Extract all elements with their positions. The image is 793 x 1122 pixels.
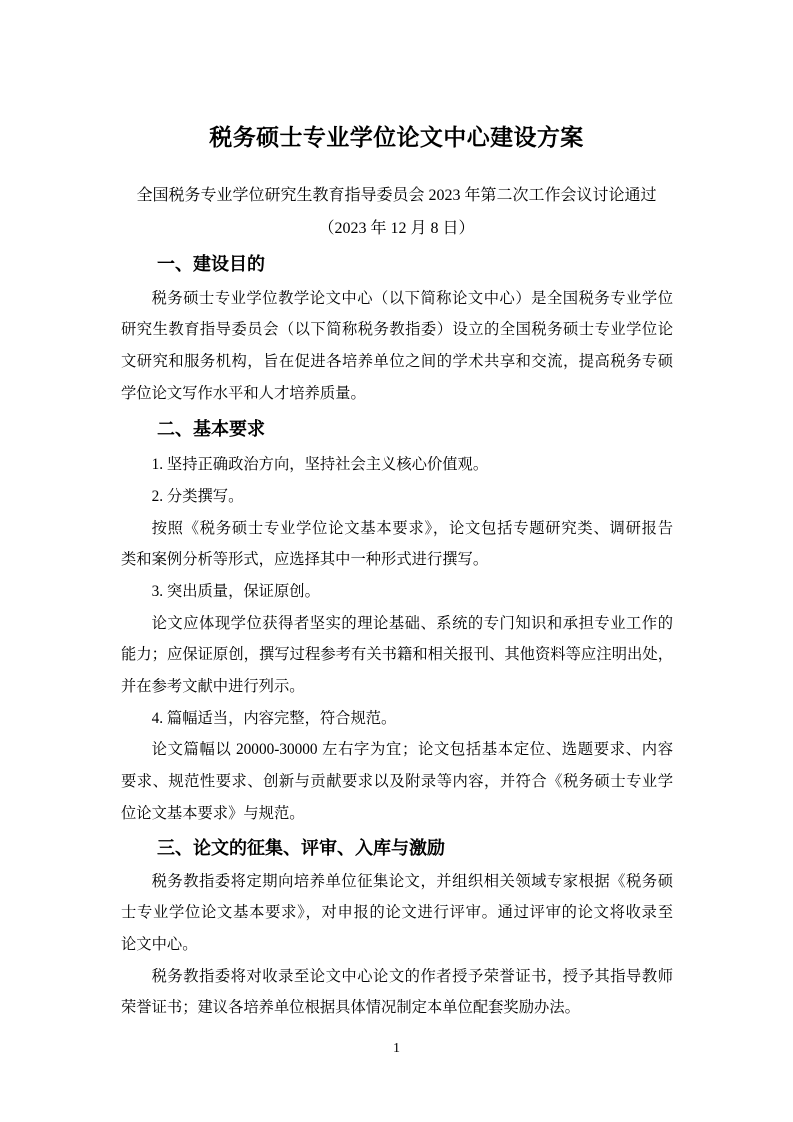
approval-note: 全国税务专业学位研究生教育指导委员会 2023 年第二次工作会议讨论通过 <box>136 186 657 204</box>
paragraph-line: 能力；应保证原创，撰写过程参考有关书籍和相关报刊、其他资料等应注明出处， <box>121 646 673 664</box>
paragraph <box>121 703 673 735</box>
paragraph <box>121 283 673 410</box>
paragraph-line: 1. 坚持正确政治方向，坚持社会主义核心价值观。 <box>151 456 489 474</box>
paragraph <box>121 734 673 829</box>
paragraph-line: 学位论文写作水平和人才培养质量。 <box>121 384 366 402</box>
paragraph-line: 税务硕士专业学位教学论文中心（以下简称论文中心）是全国税务专业学位 <box>151 289 673 307</box>
paragraph-line: 位论文基本要求》与规范。 <box>121 804 305 822</box>
section-heading-requirements: 二、基本要求 <box>157 419 265 440</box>
paragraph <box>121 481 673 513</box>
section-heading-collection: 三、论文的征集、评审、入库与激励 <box>157 837 445 858</box>
paragraph-line: 4. 篇幅适当，内容完整，符合规范。 <box>151 709 397 727</box>
page-number: 1 <box>393 1040 400 1056</box>
paragraph-line: 税务教指委将定期向培养单位征集论文，并组织相关领域专家根据《税务硕 <box>151 872 673 890</box>
document-body <box>121 245 673 1024</box>
paragraph <box>121 608 673 703</box>
paragraph <box>121 449 673 481</box>
paragraph-line: 类和案例分析等形式，应选择其中一种形式进行撰写。 <box>121 551 489 569</box>
paragraph-line: 文研究和服务机构，旨在促进各培养单位之间的学术共享和交流，提高税务专硕 <box>121 352 673 370</box>
paragraph-line: 3. 突出质量，保证原创。 <box>151 583 320 600</box>
paragraph-line: 论文中心。 <box>121 935 198 953</box>
paragraph-line: 研究生教育指导委员会（以下简称税务教指委）设立的全国税务硕士专业学位论 <box>121 321 673 339</box>
paragraph-line: 要求、规范性要求、创新与贡献要求以及附录等内容，并符合《税务硕士专业学 <box>121 773 673 791</box>
section-heading-purpose: 一、建设目的 <box>157 253 265 274</box>
paragraph-line: 按照《税务硕士专业学位论文基本要求》，论文包括专题研究类、调研报告 <box>151 519 673 537</box>
paragraph-line: 荣誉证书；建议各培养单位根据具体情况制定本单位配套奖励办法。 <box>121 999 580 1017</box>
paragraph <box>121 513 673 576</box>
paragraph <box>121 576 673 608</box>
paragraph-line: 士专业学位论文基本要求》，对申报的论文进行评审。通过评审的论文将收录至 <box>121 904 673 922</box>
document-title: 税务硕士专业学位论文中心建设方案 <box>209 125 584 150</box>
approval-date: （2023 年 12 月 8 日） <box>318 219 475 237</box>
paragraph <box>121 961 673 1024</box>
paragraph-line: 2. 分类撰写。 <box>151 487 244 505</box>
paragraph-line: 并在参考文献中进行列示。 <box>121 678 305 696</box>
paragraph-line: 论文篇幅以 20000-30000 左右字为宜；论文包括基本定位、选题要求、内容 <box>151 741 673 759</box>
paragraph-line: 论文应体现学位获得者坚实的理论基础、系统的专门知识和承担专业工作的 <box>151 614 673 632</box>
paragraph-line: 税务教指委将对收录至论文中心论文的作者授予荣誉证书，授予其指导教师 <box>151 967 673 985</box>
paragraph <box>121 866 673 961</box>
